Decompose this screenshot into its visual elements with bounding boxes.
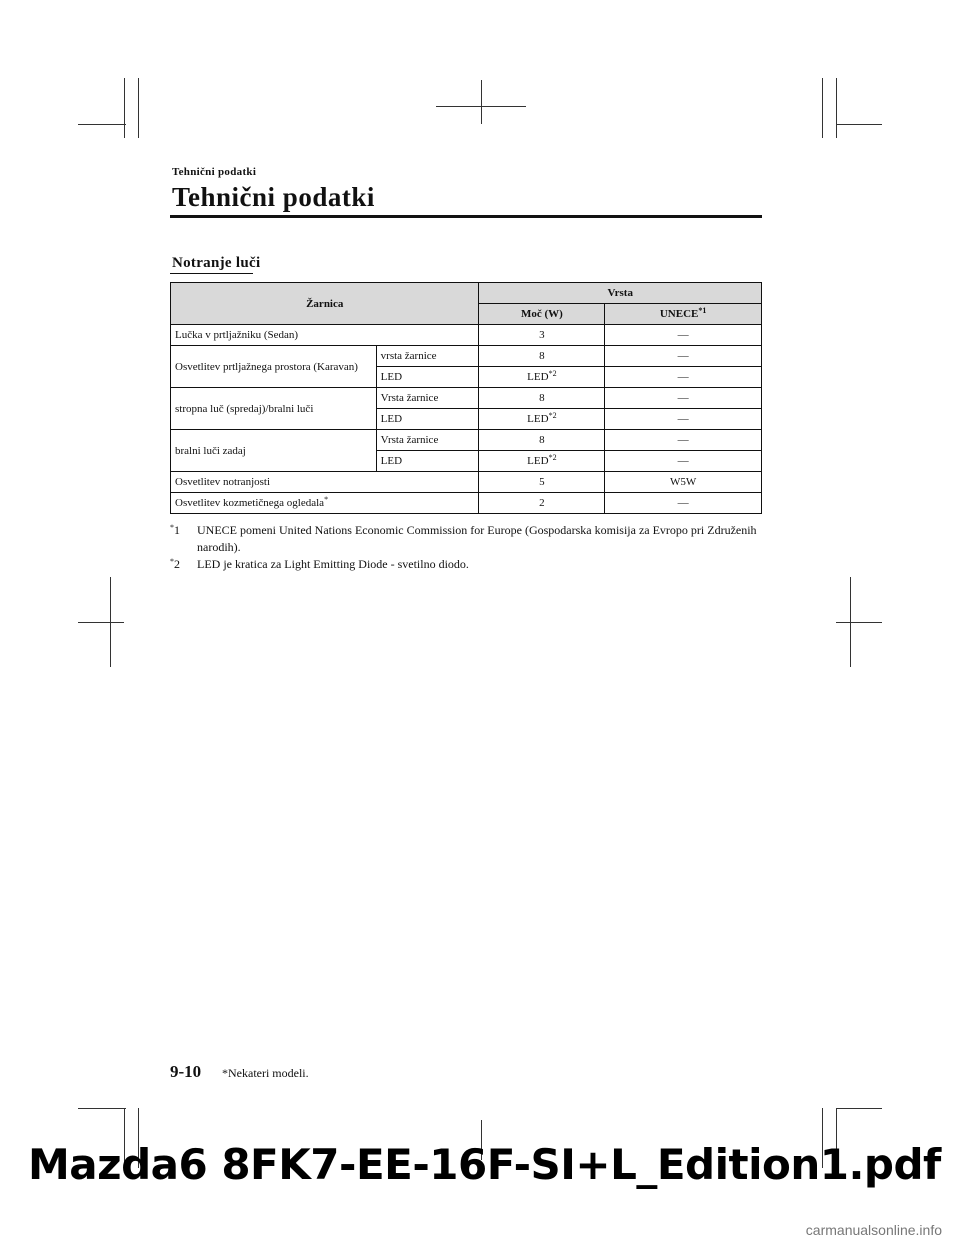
footnote-mark: * (170, 557, 174, 566)
sub-type-cell: LED (376, 409, 479, 430)
unece-cell: — (605, 493, 762, 514)
footnote-mark: * (170, 523, 174, 532)
bulb-name: Osvetlitev notranjosti (171, 472, 479, 493)
site-watermark: carmanualsonline.info (805, 1222, 942, 1238)
table-header-row (171, 283, 762, 304)
footnote (170, 556, 770, 573)
running-head: Tehnični podatki (172, 166, 257, 178)
sub-type-cell: Vrsta žarnice (376, 388, 479, 409)
footnote-num: 1 (174, 523, 180, 537)
bulb-name-text: Osvetlitev kozmetičnega ogledala (175, 497, 325, 509)
header-unece (605, 304, 762, 325)
power-cell: 3 (479, 325, 605, 346)
title-rule (170, 215, 762, 218)
power-cell: 5 (479, 472, 605, 493)
footnote-ref: *1 (698, 306, 707, 315)
bulb-spec-table (170, 282, 762, 514)
header-unece-label: UNECE (659, 308, 699, 320)
page-number: 9-10 (170, 1062, 202, 1081)
footnote-num: 2 (174, 557, 180, 571)
section-title: Notranje luči (172, 255, 261, 271)
unece-cell: — (605, 451, 762, 472)
footnotes (170, 522, 770, 573)
power-cell: 8 (479, 388, 605, 409)
unece-cell: — (605, 346, 762, 367)
table-row (171, 493, 762, 514)
optional-model-mark: * (324, 495, 329, 504)
power-cell (479, 367, 605, 388)
power-cell (479, 451, 605, 472)
table-row (171, 346, 762, 367)
section-underline (170, 273, 253, 274)
document-watermark: Mazda6 8FK7-EE-16F-SI+L_Edition1.pdf (28, 1140, 941, 1189)
unece-cell: — (605, 388, 762, 409)
power-cell: 2 (479, 493, 605, 514)
unece-cell: — (605, 409, 762, 430)
unece-cell: — (605, 430, 762, 451)
bulb-name: Osvetlitev prtljažnega prostora (Karavan) (171, 346, 377, 388)
unece-cell: — (605, 367, 762, 388)
header-bulb: Žarnica (171, 283, 479, 325)
power-value: LED (527, 455, 549, 467)
table-row (171, 430, 762, 451)
footer-note: *Nekateri modeli. (222, 1066, 309, 1080)
sub-type-cell: vrsta žarnice (376, 346, 479, 367)
footnote-ref: *2 (548, 369, 557, 378)
power-value: LED (527, 371, 549, 383)
footnote-ref: *2 (548, 411, 557, 420)
chapter-title: Tehnični podatki (172, 182, 375, 212)
power-cell: 8 (479, 346, 605, 367)
bulb-name: Lučka v prtljažniku (Sedan) (171, 325, 479, 346)
bulb-name: stropna luč (spredaj)/bralni luči (171, 388, 377, 430)
footnote-text: UNECE pomeni United Nations Economic Commission for Europe (Gospodarska komisija za Evropo pri Združenih narodih). (197, 523, 757, 554)
bulb-name: bralni luči zadaj (171, 430, 377, 472)
header-power: Moč (W) (479, 304, 605, 325)
header-type: Vrsta (479, 283, 762, 304)
sub-type-cell: Vrsta žarnice (376, 430, 479, 451)
bulb-name (171, 493, 479, 514)
footnote (170, 522, 770, 556)
unece-cell: W5W (605, 472, 762, 493)
table-row (171, 472, 762, 493)
table-row (171, 388, 762, 409)
table-row (171, 325, 762, 346)
power-cell (479, 409, 605, 430)
footnote-number (170, 556, 197, 573)
footnote-number (170, 522, 197, 556)
footnote-text: LED je kratica za Light Emitting Diode - svetilno diodo. (197, 557, 469, 571)
sub-type-cell: LED (376, 367, 479, 388)
unece-cell: — (605, 325, 762, 346)
sub-type-cell: LED (376, 451, 479, 472)
footnote-ref: *2 (548, 453, 557, 462)
power-value: LED (527, 413, 549, 425)
power-cell: 8 (479, 430, 605, 451)
